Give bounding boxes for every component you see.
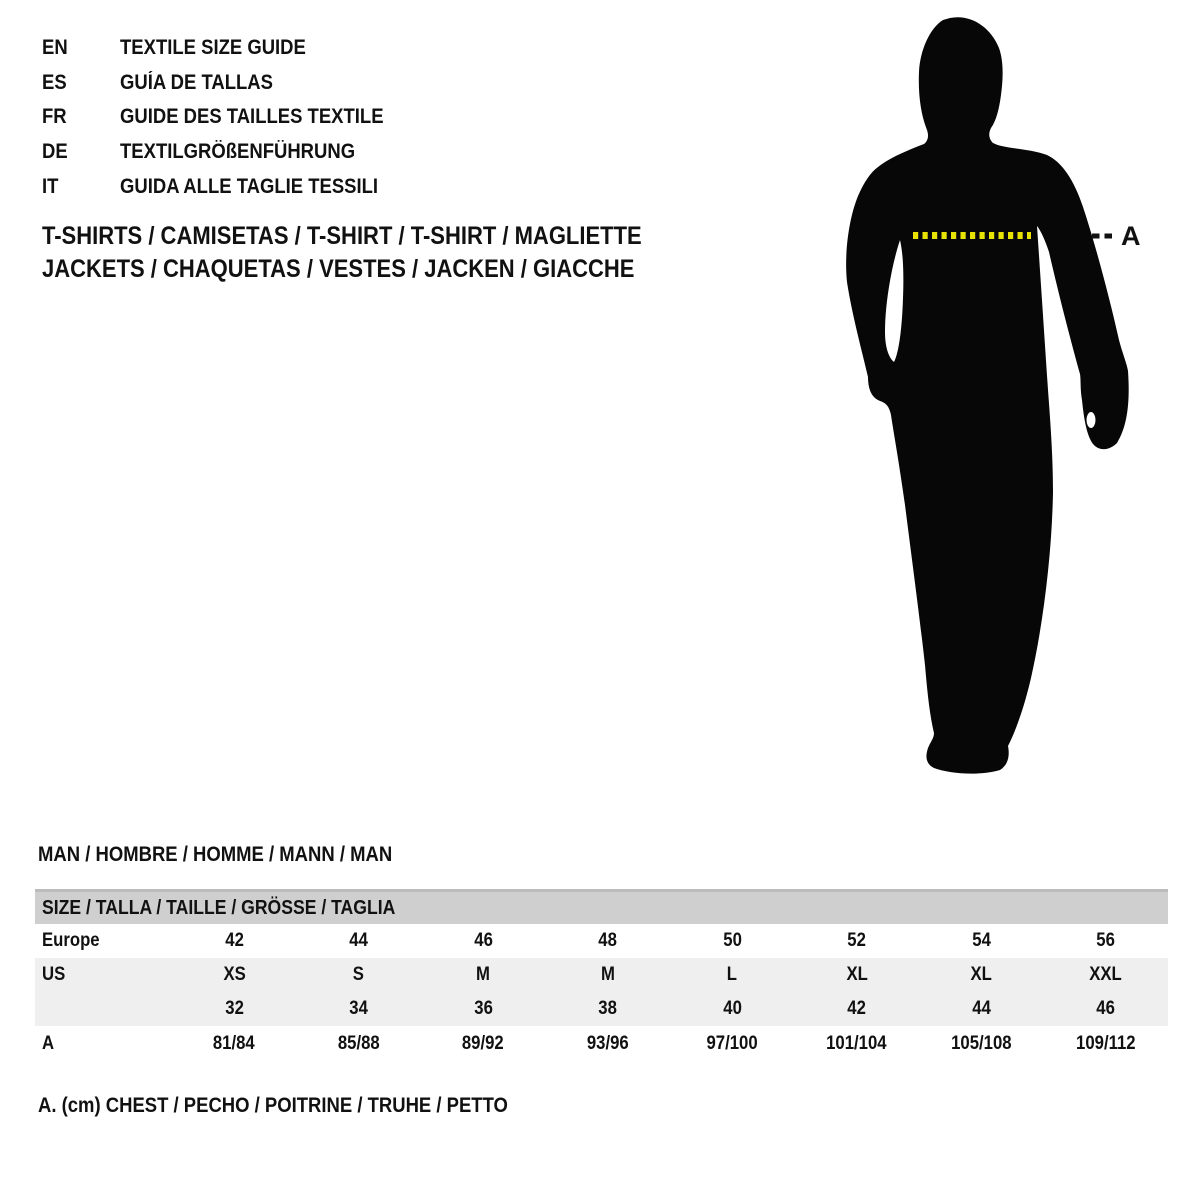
- product-line-jackets: JACKETS / CHAQUETAS / VESTES / JACKEN / GIACCHE: [42, 255, 635, 283]
- chest-range: 81/84: [213, 1033, 256, 1054]
- man-silhouette: [846, 17, 1129, 773]
- lang-title-en: TEXTILE SIZE GUIDE: [120, 36, 306, 60]
- numeric-size: 32: [224, 998, 244, 1019]
- europe-size: 48: [598, 930, 618, 951]
- lang-code-en: EN: [42, 36, 68, 60]
- hand-gap: [1087, 412, 1096, 428]
- lang-title-fr: GUIDE DES TAILLES TEXTILE: [120, 105, 384, 129]
- size-table: [35, 889, 1168, 1062]
- lang-code-es: ES: [42, 70, 67, 94]
- lang-code-de: DE: [42, 140, 68, 164]
- size-table-header: [35, 889, 1168, 924]
- us-size: S: [353, 964, 365, 985]
- europe-size: 50: [722, 930, 742, 951]
- row-label-a: A: [42, 1033, 55, 1054]
- chest-range: 101/104: [826, 1033, 887, 1054]
- europe-size: 42: [224, 930, 244, 951]
- numeric-size: 40: [722, 998, 742, 1019]
- lang-title-it: GUIDA ALLE TAGLIE TESSILI: [120, 174, 379, 198]
- numeric-size: 46: [1096, 998, 1116, 1019]
- lang-code-fr: FR: [42, 105, 67, 129]
- size-table-header-label: SIZE / TALLA / TAILLE / GRÖSSE / TAGLIA: [42, 896, 396, 919]
- europe-size: 46: [473, 930, 493, 951]
- us-size: M: [600, 964, 615, 985]
- europe-size: 52: [847, 930, 867, 951]
- lang-title-es: GUÍA DE TALLAS: [120, 70, 273, 94]
- chest-range: 105/108: [951, 1033, 1012, 1054]
- numeric-size: 42: [847, 998, 867, 1019]
- us-size: M: [476, 964, 491, 985]
- chest-range: 93/96: [586, 1033, 629, 1054]
- europe-size: 54: [971, 930, 991, 951]
- footnote-chest-legend: A. (cm) CHEST / PECHO / POITRINE / TRUHE / PETTO: [38, 1094, 508, 1117]
- us-size: XL: [970, 964, 992, 985]
- table-row-chest-a: [35, 1026, 1168, 1062]
- product-line-tshirts: T-SHIRTS / CAMISETAS / T-SHIRT / T-SHIRT / MAGLIETTE: [42, 222, 642, 250]
- europe-size: 56: [1096, 930, 1116, 951]
- us-size: L: [727, 964, 738, 985]
- numeric-size: 44: [971, 998, 991, 1019]
- measure-label-a: A: [1121, 221, 1141, 251]
- chest-range: 85/88: [337, 1033, 380, 1054]
- us-size: XL: [846, 964, 868, 985]
- numeric-size: 36: [473, 998, 493, 1019]
- table-row-europe: [35, 924, 1168, 958]
- us-size: XS: [223, 964, 246, 985]
- numeric-size: 38: [598, 998, 618, 1019]
- lang-title-de: TEXTILGRÖßENFÜHRUNG: [120, 140, 356, 164]
- chest-range: 109/112: [1075, 1033, 1136, 1054]
- us-size: XXL: [1089, 964, 1123, 985]
- chest-range: 89/92: [462, 1033, 505, 1054]
- row-label-us: US: [42, 964, 66, 985]
- table-row-numeric: [35, 992, 1168, 1026]
- numeric-size: 34: [349, 998, 369, 1019]
- table-row-us: [35, 958, 1168, 992]
- section-heading-man: MAN / HOMBRE / HOMME / MANN / MAN: [38, 843, 393, 866]
- chest-range: 97/100: [706, 1033, 758, 1054]
- lang-code-it: IT: [42, 174, 59, 198]
- europe-size: 44: [349, 930, 369, 951]
- row-label-europe: Europe: [42, 930, 100, 951]
